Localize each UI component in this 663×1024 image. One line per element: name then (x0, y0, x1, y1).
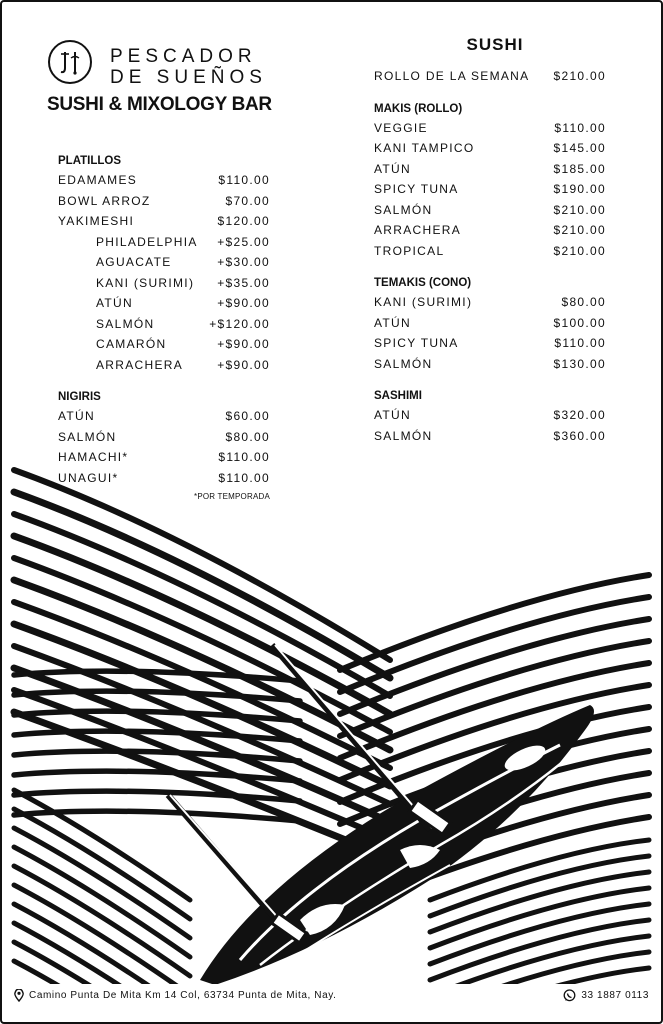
menu-item (374, 354, 606, 375)
menu-item (58, 191, 270, 212)
item-name: SALMÓN (374, 428, 433, 443)
item-name: TROPICAL (374, 243, 445, 258)
item-name: SALMÓN (58, 429, 117, 444)
item-price: +$90.00 (217, 296, 270, 311)
featured-item (374, 66, 606, 87)
makis-section (374, 100, 606, 262)
item-name: YAKIMESHI (58, 214, 135, 229)
logo-emblem-icon (48, 40, 92, 84)
section-title: PLATILLOS (58, 155, 122, 167)
item-price: $210.00 (553, 223, 606, 238)
item-name: SPICY TUNA (374, 182, 459, 197)
wave-line (14, 942, 190, 990)
menu-item (374, 292, 606, 313)
item-name: BOWL ARROZ (58, 193, 151, 208)
item-price: $110.00 (218, 450, 270, 465)
item-price: $70.00 (225, 193, 270, 208)
item-price: $145.00 (553, 141, 606, 156)
menu-item (58, 170, 270, 191)
section-title: NIGIRIS (58, 391, 101, 403)
item-name: HAMACHI* (58, 450, 129, 465)
item-price: $210.00 (553, 243, 606, 258)
item-name: PHILADELPHIA (96, 234, 198, 249)
item-name: KANI (SURIMI) (374, 295, 473, 310)
item-price: $100.00 (553, 315, 606, 330)
item-price: $120.00 (217, 214, 270, 229)
ocean-boat-illustration (0, 460, 663, 990)
item-price: +$25.00 (217, 234, 270, 249)
wave-line (14, 492, 390, 678)
seasonal-note: *POR TEMPORADA (194, 492, 270, 501)
item-name: ARRACHERA (374, 223, 462, 238)
menu-item (58, 211, 270, 232)
menu-item (374, 313, 606, 334)
address-text: Camino Punta De Mita Km 14 Col, 63734 Punta de Mita, Nay. (29, 989, 337, 1001)
extra-item (58, 293, 270, 314)
item-name: ATÚN (96, 296, 133, 311)
item-name: ATÚN (374, 161, 411, 176)
extra-item (58, 334, 270, 355)
item-name: UNAGUI* (58, 470, 119, 485)
item-name: ATÚN (374, 315, 411, 330)
menu-item (374, 220, 606, 241)
item-price: $130.00 (553, 356, 606, 371)
wave-line (14, 731, 300, 741)
item-price: $110.00 (554, 336, 606, 351)
extra-item (58, 232, 270, 253)
item-name: SALMÓN (96, 316, 155, 331)
item-price: $110.00 (554, 120, 606, 135)
location-pin-icon (14, 989, 24, 1002)
item-price: +$120.00 (209, 316, 270, 331)
item-price: $190.00 (553, 182, 606, 197)
item-price: $110.00 (218, 470, 270, 485)
footer-bar (14, 984, 649, 1006)
item-name: SALMÓN (374, 202, 433, 217)
extra-item (58, 314, 270, 335)
extra-item (58, 252, 270, 273)
temakis-section (374, 274, 606, 374)
item-price: $185.00 (553, 161, 606, 176)
wave-line (14, 470, 390, 660)
item-name: KANI TAMPICO (374, 141, 475, 156)
item-name: EDAMAMES (58, 173, 138, 188)
extra-item (58, 355, 270, 376)
item-name: CAMARÓN (96, 337, 167, 352)
section-title: SASHIMI (374, 390, 422, 402)
item-price: +$30.00 (217, 255, 270, 270)
menu-item (58, 427, 270, 448)
item-price: +$35.00 (217, 275, 270, 290)
item-price: +$90.00 (217, 337, 270, 352)
address (14, 989, 337, 1002)
menu-item (58, 406, 270, 427)
item-name: ROLLO DE LA SEMANA (374, 69, 530, 84)
wave-line (14, 751, 300, 761)
menu-item (374, 118, 606, 139)
menu-item (374, 405, 606, 426)
menu-item (374, 159, 606, 180)
menu-item (374, 426, 606, 447)
item-price: $60.00 (225, 409, 270, 424)
left-menu-column (58, 150, 270, 501)
menu-item (374, 179, 606, 200)
item-name: VEGGIE (374, 120, 428, 135)
phone-text: 33 1887 0113 (581, 989, 649, 1001)
wave-line (14, 771, 300, 781)
wave-line (14, 791, 300, 801)
brand-tagline: SUSHI & MIXOLOGY BAR (47, 94, 272, 115)
item-price: $210.00 (553, 69, 606, 84)
item-price: $360.00 (553, 428, 606, 443)
item-name: ATÚN (58, 409, 95, 424)
item-name: ATÚN (374, 408, 411, 423)
item-name: SPICY TUNA (374, 336, 459, 351)
whatsapp-icon (563, 989, 576, 1002)
sashimi-section (374, 387, 606, 446)
menu-item (374, 333, 606, 354)
right-menu-column (374, 66, 606, 446)
item-name: AGUACATE (96, 255, 172, 270)
item-price: $320.00 (553, 408, 606, 423)
menu-item (374, 241, 606, 262)
item-price: +$90.00 (217, 357, 270, 372)
section-title: MAKIS (ROLLO) (374, 102, 463, 115)
item-name: KANI (SURIMI) (96, 275, 195, 290)
section-title: TEMAKIS (CONO) (374, 277, 472, 289)
item-price: $210.00 (553, 202, 606, 217)
menu-item (374, 200, 606, 221)
sushi-title: SUSHI (466, 35, 524, 54)
item-price: $80.00 (561, 295, 606, 310)
phone (563, 989, 649, 1002)
brand-name-line-2: DE SUEÑOS (110, 67, 267, 88)
item-name: SALMÓN (374, 356, 433, 371)
extra-item (58, 273, 270, 294)
item-price: $80.00 (225, 429, 270, 444)
item-name: ARRACHERA (96, 357, 184, 372)
item-price: $110.00 (218, 173, 270, 188)
platillos-section (58, 152, 270, 375)
brand-name-line-1: PESCADOR (110, 46, 257, 67)
menu-item (374, 138, 606, 159)
